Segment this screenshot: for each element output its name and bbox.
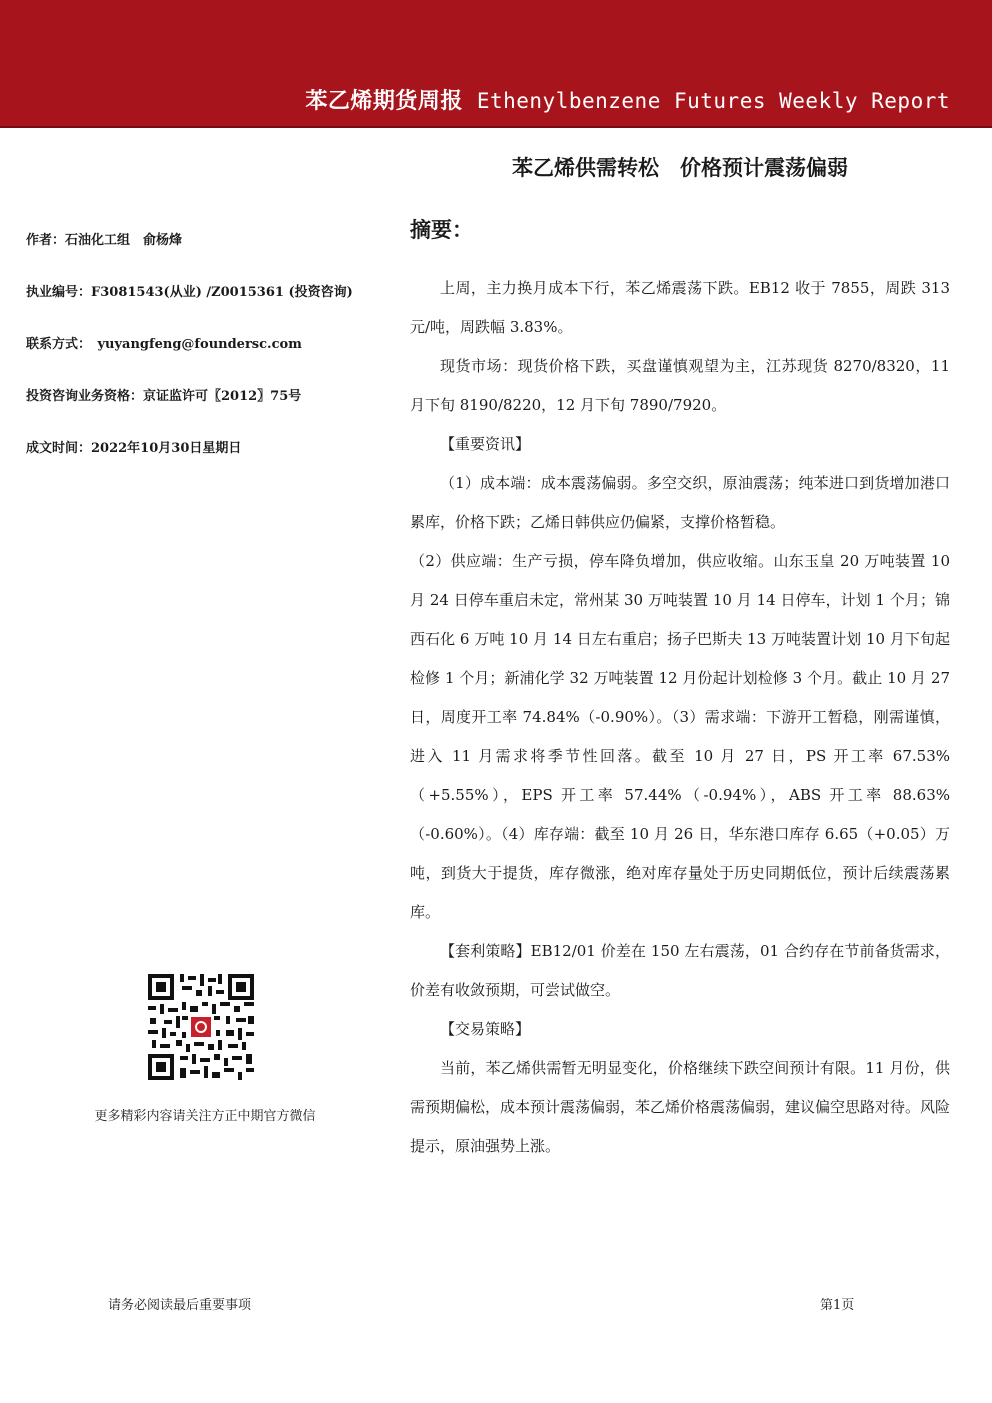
author-row: 作者：石油化工组 俞杨烽 <box>26 233 183 248</box>
paragraph-spot-market: 现货市场：现货价格下跌，买盘谨慎观望为主，江苏现货 8270/8320，11 月下旬 8190/8220，12 月下旬 7890/7920。 <box>410 357 950 414</box>
document-title: 苯乙烯供需转松 价格预计震荡偏弱 <box>512 156 848 180</box>
footer-notice: 请务必阅读最后重要事项 <box>108 1298 252 1313</box>
date-row: 成文时间：2022年10月30日星期日 <box>26 441 242 456</box>
qualification-row: 投资咨询业务资格：京证监许可〖2012〗75号 <box>26 389 302 404</box>
paragraph-supply-demand-inventory: （2）供应端：生产亏损，停车降负增加，供应收缩。山东玉皇 20 万吨装置 10 月 24 日停车重启未定，常州某 30 万吨装置 10 月 14 日停车，计划 1 个月；锦西石化 6 万吨 10 月 14 日左右重启；扬子巴斯夫 13 万吨装置计划 10 月下旬起检修 1 个月；新浦化学 32 万吨装置 12 月份起计划检修 3 个月。截止 10 月 27 日，周度开工率 74.84%（-0.90%）。（3）需求端：下游开工暂稳，刚需谨慎，进入 11 月需求将季节性回落。截至 10 月 27 日，PS 开工率 67.53%（+5.55%），EPS 开工率 57.44%（-0.94%），ABS 开工率 88.63%（-0.60%）。（4）库存端：截至 10 月 26 日，华东港口库存 6.65（+0.05）万吨，到货大于提货，库存微涨，绝对库存量处于历史同期低位，预计后续震荡累库。 <box>410 552 950 921</box>
qr-caption: 更多精彩内容请关注方正中期官方微信 <box>94 1109 316 1124</box>
paragraph-arbitrage-strategy: 【套利策略】EB12/01 价差在 150 左右震荡，01 合约存在节前备货需求，价差有收敛预期，可尝试做空。 <box>410 942 950 999</box>
paragraph-trading-strategy: 当前，苯乙烯供需暂无明显变化，价格继续下跌空间预计有限。11 月份，供需预期偏松，成本预计震荡偏弱，苯乙烯价格震荡偏弱，建议偏空思路对待。风险提示，原油强势上涨。 <box>410 1059 951 1155</box>
summary-heading: 摘要： <box>410 218 473 242</box>
report-title <box>305 84 950 115</box>
author-info <box>26 232 386 492</box>
section-key-news: 【重要资讯】 <box>440 435 531 453</box>
license-number-row: 执业编号：F3081543(从业) /Z0015361 (投资咨询) <box>26 285 353 300</box>
report-title-zh: 苯乙烯期货周报 <box>305 89 463 114</box>
summary-body <box>410 269 950 1166</box>
section-trading-strategy: 【交易策略】 <box>440 1020 531 1038</box>
paragraph-cost-side: （1）成本端：成本震荡偏弱。多空交织，原油震荡；纯苯进口到货增加港口累库，价格下跌；乙烯日韩供应仍偏紧，支撑价格暂稳。 <box>410 474 950 531</box>
qr-code-icon <box>146 972 256 1082</box>
header-divider <box>0 126 992 128</box>
header-banner <box>0 0 992 126</box>
contact-row: 联系方式： yuyangfeng@foundersc.com <box>26 337 302 352</box>
page-number: 第1页 <box>820 1298 855 1313</box>
paragraph-weekly-move: 上周，主力换月成本下行，苯乙烯震荡下跌。EB12 收于 7855，周跌 313 元/吨，周跌幅 3.83%。 <box>410 279 950 336</box>
report-title-en: Ethenylbenzene Futures Weekly Report <box>476 89 950 113</box>
